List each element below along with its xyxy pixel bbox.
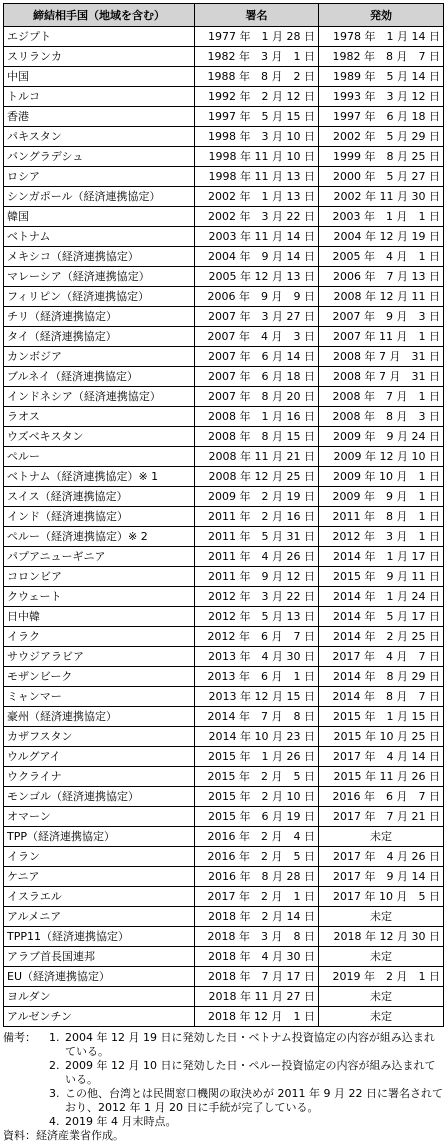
cell-effective: 2008 年 7 月 31 日 (319, 347, 444, 367)
note-4 (3, 1115, 443, 1129)
cell-partner: ベトナム（経済連携協定）※ 1 (4, 467, 195, 487)
table-row (4, 647, 444, 667)
table-row (4, 627, 444, 647)
note-2 (3, 1059, 443, 1087)
table-row (4, 907, 444, 927)
cell-signed: 2015 年 2 月 10 日 (195, 787, 319, 807)
cell-partner: ウズベキスタン (4, 427, 195, 447)
cell-partner: カンボジア (4, 347, 195, 367)
table-row (4, 787, 444, 807)
document (3, 3, 443, 1143)
cell-signed: 2017 年 2 月 1 日 (195, 887, 319, 907)
cell-signed: 2013 年 4 月 30 日 (195, 647, 319, 667)
cell-signed: 2012 年 5 月 13 日 (195, 607, 319, 627)
cell-signed: 2016 年 2 月 5 日 (195, 847, 319, 867)
cell-effective: 2011 年 8 月 1 日 (319, 507, 444, 527)
cell-partner: 中国 (4, 67, 195, 87)
cell-signed: 2014 年 10 月 23 日 (195, 727, 319, 747)
cell-signed: 2018 年 3 月 8 日 (195, 927, 319, 947)
cell-signed: 2008 年 1 月 16 日 (195, 407, 319, 427)
cell-partner: ベトナム (4, 227, 195, 247)
cell-effective: 2016 年 6 月 7 日 (319, 787, 444, 807)
note-number: 1. (49, 1031, 60, 1044)
table-row (4, 987, 444, 1007)
cell-partner: シンガポール（経済連携協定） (4, 187, 195, 207)
cell-signed: 1998 年 11 月 13 日 (195, 167, 319, 187)
table-row (4, 407, 444, 427)
table-row (4, 947, 444, 967)
cell-effective: 1993 年 3 月 12 日 (319, 87, 444, 107)
cell-signed: 2003 年 11 月 14 日 (195, 227, 319, 247)
table-row (4, 307, 444, 327)
cell-partner: コロンビア (4, 567, 195, 587)
cell-partner: モンゴル（経済連携協定） (4, 787, 195, 807)
cell-signed: 2018 年 11 月 27 日 (195, 987, 319, 1007)
cell-effective: 2017 年 4 月 7 日 (319, 647, 444, 667)
table-row (4, 507, 444, 527)
cell-signed: 2008 年 11 月 21 日 (195, 447, 319, 467)
cell-effective: 2008 年 8 月 3 日 (319, 407, 444, 427)
cell-partner: トルコ (4, 87, 195, 107)
cell-effective: 2015 年 10 月 25 日 (319, 727, 444, 747)
table-row (4, 927, 444, 947)
cell-partner: ヨルダン (4, 987, 195, 1007)
table-body (4, 27, 444, 1027)
note-text: この他、台湾とは民間窓口機関の取決めが 2011 年 9 月 22 日に署名されており、2012 年 1 月 20 日に手続が完了している。 (65, 1087, 443, 1114)
note-3 (3, 1087, 443, 1115)
cell-partner: インド（経済連携協定） (4, 507, 195, 527)
table-row (4, 447, 444, 467)
cell-partner: クウェート (4, 587, 195, 607)
cell-partner: チリ（経済連携協定） (4, 307, 195, 327)
table-row (4, 87, 444, 107)
cell-signed: 2015 年 2 月 5 日 (195, 767, 319, 787)
cell-signed: 2007 年 8 月 20 日 (195, 387, 319, 407)
table-row (4, 567, 444, 587)
cell-effective: 2014 年 8 月 29 日 (319, 667, 444, 687)
table-row (4, 427, 444, 447)
cell-effective: 2017 年 4 月 26 日 (319, 847, 444, 867)
cell-effective: 2009 年 9 月 24 日 (319, 427, 444, 447)
note-number: 4. (49, 1115, 60, 1128)
header-partner: 締結相手国（地域を含む） (4, 4, 195, 27)
cell-effective: 2014 年 8 月 7 日 (319, 687, 444, 707)
cell-signed: 2018 年 4 月 30 日 (195, 947, 319, 967)
cell-effective: 2019 年 2 月 1 日 (319, 967, 444, 987)
header-effective: 発効 (319, 4, 444, 27)
note-text: 2009 年 12 月 10 日に発効した日・ペルー投資協定の内容が組み込まれている。 (65, 1059, 436, 1086)
table-header (4, 4, 444, 27)
cell-effective: 2014 年 1 月 17 日 (319, 547, 444, 567)
notes-section (3, 1031, 443, 1143)
cell-partner: エジプト (4, 27, 195, 47)
table-row (4, 347, 444, 367)
table-row (4, 1007, 444, 1027)
cell-partner: 日中韓 (4, 607, 195, 627)
cell-effective: 2017 年 10 月 5 日 (319, 887, 444, 907)
cell-partner: オマーン (4, 807, 195, 827)
cell-signed: 1997 年 5 月 15 日 (195, 107, 319, 127)
cell-partner: スイス（経済連携協定） (4, 487, 195, 507)
cell-partner: EU（経済連携協定） (4, 967, 195, 987)
cell-signed: 2014 年 7 月 8 日 (195, 707, 319, 727)
table-row (4, 807, 444, 827)
table-row (4, 47, 444, 67)
source-note: 資料：経済産業省作成。 (3, 1129, 124, 1142)
cell-partner: フィリピン（経済連携協定） (4, 287, 195, 307)
table-row (4, 287, 444, 307)
cell-partner: ミャンマー (4, 687, 195, 707)
cell-signed: 2005 年 12 月 13 日 (195, 267, 319, 287)
cell-partner: ロシア (4, 167, 195, 187)
table-row (4, 467, 444, 487)
table-row (4, 747, 444, 767)
cell-effective: 2012 年 3 月 1 日 (319, 527, 444, 547)
table-row (4, 367, 444, 387)
cell-signed: 2015 年 6 月 19 日 (195, 807, 319, 827)
header-signed: 署名 (195, 4, 319, 27)
table-row (4, 127, 444, 147)
cell-signed: 2011 年 9 月 12 日 (195, 567, 319, 587)
cell-partner: 豪州（経済連携協定） (4, 707, 195, 727)
cell-effective: 2008 年 7 月 31 日 (319, 367, 444, 387)
cell-signed: 2018 年 12 月 1 日 (195, 1007, 319, 1027)
table-row (4, 887, 444, 907)
cell-effective: 2018 年 12 月 30 日 (319, 927, 444, 947)
cell-partner: ペルー (4, 447, 195, 467)
note-1 (3, 1031, 443, 1059)
cell-signed: 2013 年 12 月 15 日 (195, 687, 319, 707)
cell-partner: 香港 (4, 107, 195, 127)
cell-signed: 2007 年 6 月 18 日 (195, 367, 319, 387)
cell-effective: 1997 年 6 月 18 日 (319, 107, 444, 127)
cell-signed: 1992 年 2 月 12 日 (195, 87, 319, 107)
cell-effective: 未定 (319, 907, 444, 927)
cell-partner: カザフスタン (4, 727, 195, 747)
cell-effective: 2015 年 9 月 11 日 (319, 567, 444, 587)
table-row (4, 687, 444, 707)
cell-effective: 2014 年 5 月 17 日 (319, 607, 444, 627)
cell-partner: メキシコ（経済連携協定） (4, 247, 195, 267)
table-row (4, 167, 444, 187)
cell-signed: 2009 年 2 月 19 日 (195, 487, 319, 507)
cell-effective: 1982 年 8 月 7 日 (319, 47, 444, 67)
cell-partner: モザンビーク (4, 667, 195, 687)
cell-partner: パプアニューギニア (4, 547, 195, 567)
cell-effective: 2017 年 7 月 21 日 (319, 807, 444, 827)
cell-effective: 2008 年 7 月 1 日 (319, 387, 444, 407)
table-row (4, 327, 444, 347)
cell-signed: 2013 年 6 月 1 日 (195, 667, 319, 687)
cell-partner: TPP11（経済連携協定） (4, 927, 195, 947)
cell-signed: 2007 年 6 月 14 日 (195, 347, 319, 367)
cell-signed: 2011 年 5 月 31 日 (195, 527, 319, 547)
cell-partner: サウジアラビア (4, 647, 195, 667)
cell-partner: マレーシア（経済連携協定） (4, 267, 195, 287)
cell-partner: TPP（経済連携協定） (4, 827, 195, 847)
cell-signed: 1977 年 1 月 28 日 (195, 27, 319, 47)
cell-partner: イラク (4, 627, 195, 647)
cell-effective: 1989 年 5 月 14 日 (319, 67, 444, 87)
cell-effective: 2009 年 10 月 1 日 (319, 467, 444, 487)
cell-signed: 2018 年 7 月 17 日 (195, 967, 319, 987)
table-row (4, 587, 444, 607)
cell-signed: 2016 年 2 月 4 日 (195, 827, 319, 847)
cell-effective: 2015 年 11 月 26 日 (319, 767, 444, 787)
cell-signed: 2002 年 3 月 22 日 (195, 207, 319, 227)
cell-signed: 2011 年 2 月 16 日 (195, 507, 319, 527)
cell-effective: 2009 年 9 月 1 日 (319, 487, 444, 507)
cell-partner: 韓国 (4, 207, 195, 227)
table-row (4, 207, 444, 227)
table-row (4, 967, 444, 987)
cell-effective: 1999 年 8 月 25 日 (319, 147, 444, 167)
cell-effective: 2002 年 11 月 30 日 (319, 187, 444, 207)
cell-partner: アルゼンチン (4, 1007, 195, 1027)
cell-partner: ブルネイ（経済連携協定） (4, 367, 195, 387)
cell-effective: 2004 年 12 月 19 日 (319, 227, 444, 247)
cell-signed: 1988 年 8 月 2 日 (195, 67, 319, 87)
cell-effective: 未定 (319, 987, 444, 1007)
cell-signed: 2016 年 8 月 28 日 (195, 867, 319, 887)
notes-label: 備考： (3, 1031, 36, 1044)
cell-signed: 2008 年 12 月 25 日 (195, 467, 319, 487)
table-row (4, 487, 444, 507)
cell-signed: 2007 年 3 月 27 日 (195, 307, 319, 327)
table-row (4, 847, 444, 867)
note-number: 2. (49, 1059, 60, 1072)
cell-effective: 2002 年 5 月 29 日 (319, 127, 444, 147)
table-row (4, 667, 444, 687)
cell-signed: 2015 年 1 月 26 日 (195, 747, 319, 767)
table-row (4, 607, 444, 627)
cell-effective: 2007 年 9 月 3 日 (319, 307, 444, 327)
cell-partner: ケニア (4, 867, 195, 887)
cell-effective: 2009 年 12 月 10 日 (319, 447, 444, 467)
table-row (4, 867, 444, 887)
header-row (4, 4, 444, 27)
cell-effective: 2015 年 1 月 15 日 (319, 707, 444, 727)
cell-effective: 2017 年 9 月 14 日 (319, 867, 444, 887)
table-row (4, 147, 444, 167)
cell-partner: ウクライナ (4, 767, 195, 787)
cell-signed: 2012 年 3 月 22 日 (195, 587, 319, 607)
table-row (4, 247, 444, 267)
note-text: 2004 年 12 月 19 日に発効した日・ベトナム投資協定の内容が組み込まれている。 (65, 1031, 435, 1058)
table-row (4, 187, 444, 207)
cell-effective: 1978 年 1 月 14 日 (319, 27, 444, 47)
cell-effective: 未定 (319, 1007, 444, 1027)
cell-signed: 1998 年 3 月 10 日 (195, 127, 319, 147)
cell-partner: ラオス (4, 407, 195, 427)
cell-signed: 1998 年 11 月 10 日 (195, 147, 319, 167)
table-row (4, 707, 444, 727)
cell-signed: 2011 年 4 月 26 日 (195, 547, 319, 567)
table-row (4, 67, 444, 87)
cell-partner: アラブ首長国連邦 (4, 947, 195, 967)
cell-effective: 2003 年 1 月 1 日 (319, 207, 444, 227)
table-row (4, 827, 444, 847)
cell-signed: 2007 年 4 月 3 日 (195, 327, 319, 347)
cell-effective: 2005 年 4 月 1 日 (319, 247, 444, 267)
note-number: 3. (49, 1087, 60, 1100)
cell-partner: アルメニア (4, 907, 195, 927)
investment-agreements-table (3, 3, 444, 1027)
cell-signed: 2012 年 6 月 7 日 (195, 627, 319, 647)
table-row (4, 727, 444, 747)
cell-signed: 1982 年 3 月 1 日 (195, 47, 319, 67)
table-row (4, 107, 444, 127)
cell-partner: バングラデシュ (4, 147, 195, 167)
table-row (4, 227, 444, 247)
cell-signed: 2002 年 1 月 13 日 (195, 187, 319, 207)
table-row (4, 547, 444, 567)
table-row (4, 27, 444, 47)
cell-partner: パキスタン (4, 127, 195, 147)
table-row (4, 527, 444, 547)
cell-effective: 未定 (319, 947, 444, 967)
cell-effective: 2007 年 11 月 1 日 (319, 327, 444, 347)
cell-partner: ウルグアイ (4, 747, 195, 767)
cell-effective: 未定 (319, 827, 444, 847)
cell-signed: 2006 年 9 月 9 日 (195, 287, 319, 307)
table-row (4, 767, 444, 787)
cell-effective: 2014 年 1 月 24 日 (319, 587, 444, 607)
cell-signed: 2004 年 9 月 14 日 (195, 247, 319, 267)
cell-partner: スリランカ (4, 47, 195, 67)
cell-effective: 2000 年 5 月 27 日 (319, 167, 444, 187)
cell-effective: 2008 年 12 月 11 日 (319, 287, 444, 307)
cell-effective: 2006 年 7 月 13 日 (319, 267, 444, 287)
cell-partner: インドネシア（経済連携協定） (4, 387, 195, 407)
table-row (4, 387, 444, 407)
cell-effective: 2017 年 4 月 14 日 (319, 747, 444, 767)
cell-signed: 2008 年 8 月 15 日 (195, 427, 319, 447)
cell-partner: ペルー（経済連携協定）※ 2 (4, 527, 195, 547)
note-text: 2019 年 4 月末時点。 (65, 1115, 177, 1128)
table-row (4, 267, 444, 287)
cell-effective: 2014 年 2 月 25 日 (319, 627, 444, 647)
cell-partner: タイ（経済連携協定） (4, 327, 195, 347)
cell-partner: イラン (4, 847, 195, 867)
cell-signed: 2018 年 2 月 14 日 (195, 907, 319, 927)
cell-partner: イスラエル (4, 887, 195, 907)
